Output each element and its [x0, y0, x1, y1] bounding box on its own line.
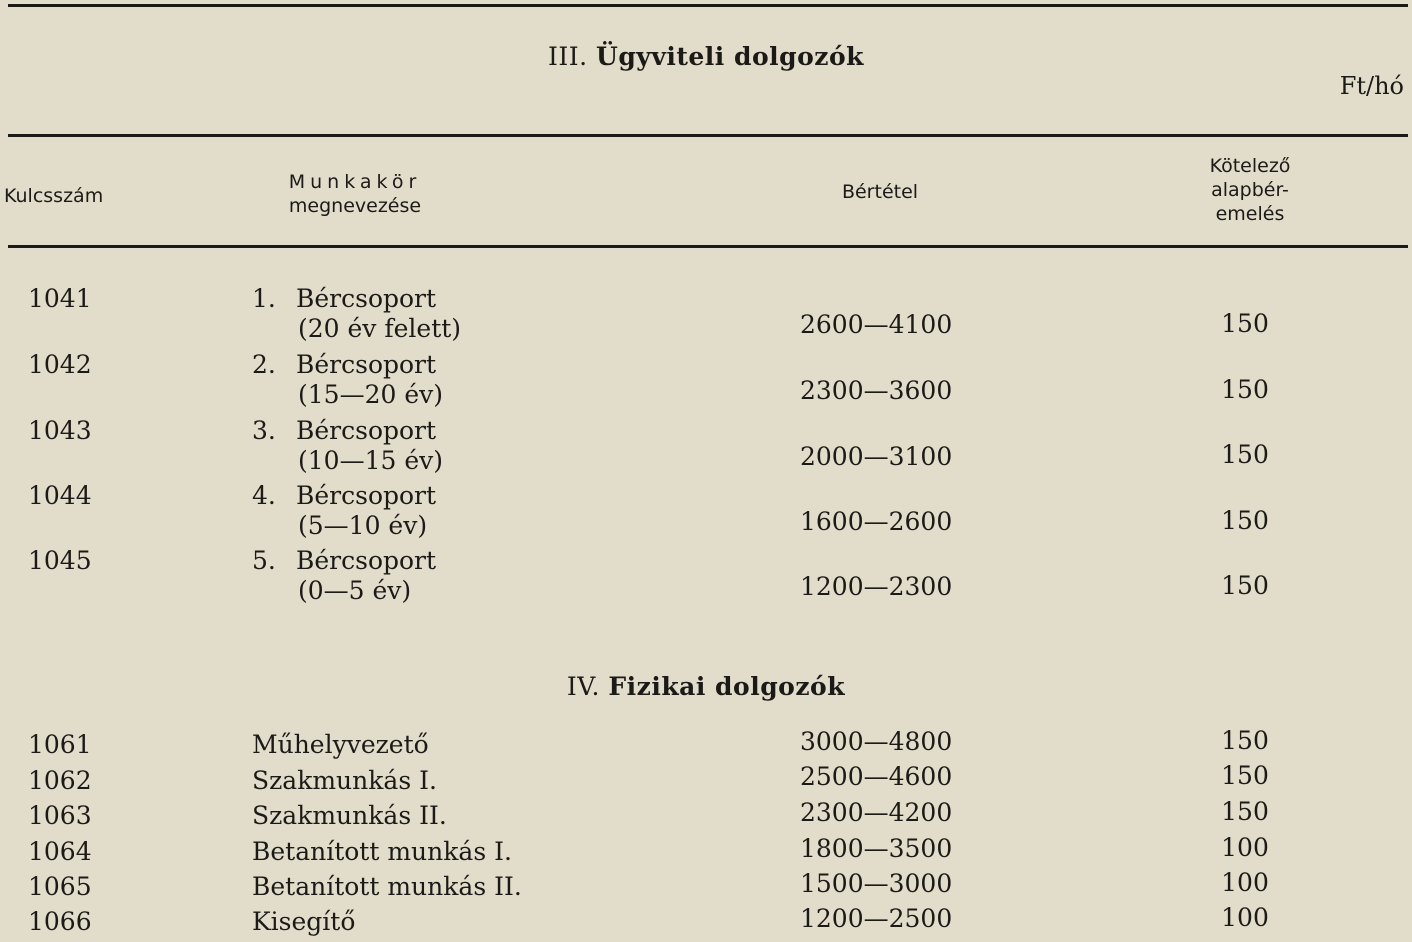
row-job — [252, 546, 612, 606]
row-job-name: Bércsoport — [296, 546, 437, 575]
header-job-line2: megnevezése — [288, 195, 422, 217]
row-raise: 100 — [1221, 833, 1269, 862]
row-job: Betanított munkás II. — [252, 872, 522, 901]
row-key: 1043 — [28, 416, 92, 445]
row-key: 1063 — [28, 801, 92, 830]
row-rate: 2300—3600 — [800, 376, 953, 405]
header-mandatory-raise — [1170, 154, 1330, 226]
row-raise: 150 — [1221, 726, 1269, 755]
row-raise: 150 — [1221, 571, 1269, 600]
row-key: 1042 — [28, 350, 92, 379]
row-rate: 1200—2500 — [800, 904, 953, 933]
row-key: 1066 — [28, 907, 92, 936]
row-job-name: Bércsoport — [296, 481, 437, 510]
row-job-number: 3. — [252, 416, 276, 445]
row-job: Kisegítő — [252, 907, 356, 936]
row-key: 1044 — [28, 481, 92, 510]
header-wage-rate: Bértétel — [841, 181, 919, 203]
header-key-number: Kulcsszám — [4, 185, 104, 207]
row-job: Szakmunkás II. — [252, 801, 447, 830]
row-key: 1062 — [28, 766, 92, 795]
row-job-sub: (10—15 év) — [298, 446, 443, 475]
row-job-name: Bércsoport — [296, 284, 437, 313]
row-raise: 150 — [1221, 506, 1269, 535]
row-job-sub: (5—10 év) — [298, 511, 428, 540]
section-title-office-workers — [0, 42, 1412, 71]
row-job — [252, 416, 612, 476]
header-job-title — [230, 170, 480, 218]
header-job-line1: Munkakör — [288, 171, 422, 193]
row-job-number: 5. — [252, 546, 276, 575]
row-rate: 2600—4100 — [800, 310, 953, 339]
top-rule — [8, 4, 1408, 7]
section-title-physical-workers — [0, 672, 1412, 701]
row-rate: 2300—4200 — [800, 798, 953, 827]
row-raise: 150 — [1221, 797, 1269, 826]
section-number: III. — [547, 42, 588, 71]
row-key: 1045 — [28, 546, 92, 575]
row-job-name: Bércsoport — [296, 416, 437, 445]
row-rate: 2000—3100 — [800, 442, 953, 471]
row-job: Műhelyvezető — [252, 730, 429, 759]
section-number: IV. — [566, 672, 600, 701]
row-key: 1064 — [28, 837, 92, 866]
header-raise-line1: Kötelező — [1209, 155, 1291, 177]
header-top-rule — [8, 134, 1408, 137]
section-name: Fizikai dolgozók — [608, 672, 846, 701]
row-raise: 100 — [1221, 903, 1269, 932]
row-key: 1065 — [28, 872, 92, 901]
header-bottom-rule — [8, 245, 1408, 248]
row-rate: 1800—3500 — [800, 834, 953, 863]
row-rate: 3000—4800 — [800, 727, 953, 756]
row-job-sub: (0—5 év) — [298, 576, 412, 605]
row-rate: 2500—4600 — [800, 762, 953, 791]
header-raise-line3: emelés — [1215, 203, 1285, 225]
section-name: Ügyviteli dolgozók — [596, 42, 864, 71]
row-raise: 150 — [1221, 309, 1269, 338]
row-job — [252, 284, 612, 344]
row-key: 1061 — [28, 730, 92, 759]
row-raise: 150 — [1221, 761, 1269, 790]
row-raise: 150 — [1221, 375, 1269, 404]
row-job — [252, 481, 612, 541]
row-job-number: 2. — [252, 350, 276, 379]
row-rate: 1200—2300 — [800, 572, 953, 601]
unit-label: Ft/hó — [1339, 72, 1404, 100]
row-job-number: 4. — [252, 481, 276, 510]
row-job-sub: (15—20 év) — [298, 380, 443, 409]
row-raise: 150 — [1221, 440, 1269, 469]
row-rate: 1500—3000 — [800, 869, 953, 898]
row-job-name: Bércsoport — [296, 350, 437, 379]
row-rate: 1600—2600 — [800, 507, 953, 536]
row-job-sub: (20 év felett) — [298, 314, 462, 343]
row-job: Betanított munkás I. — [252, 837, 512, 866]
row-job — [252, 350, 612, 410]
row-raise: 100 — [1221, 868, 1269, 897]
row-key: 1041 — [28, 284, 92, 313]
row-job-number: 1. — [252, 284, 276, 313]
row-job: Szakmunkás I. — [252, 766, 437, 795]
header-raise-line2: alapbér- — [1211, 179, 1289, 201]
